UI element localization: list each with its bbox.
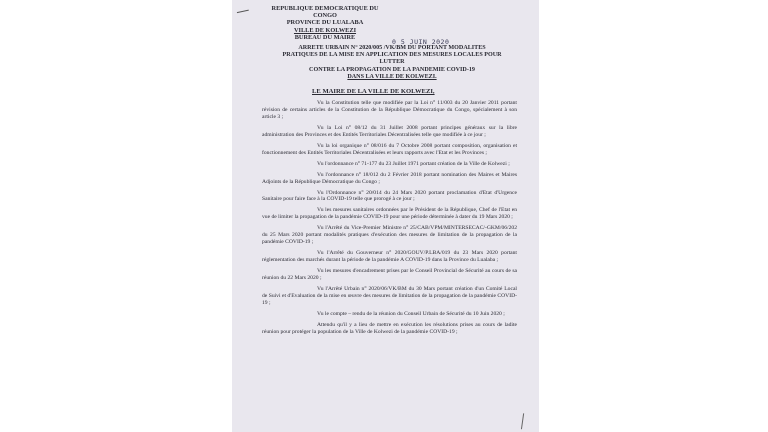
decree-body xyxy=(262,100,517,340)
paragraph: Vu les mesures d'encadrement prises par le Conseil Provincial de Sécurité au cours de sa réunion du 22 Mars 2020 ; xyxy=(262,268,517,281)
date-stamp: 0 5 JUIN 2020 xyxy=(392,38,450,46)
paragraph: Attendu qu'il y a lieu de mettre en exécution les résolutions prises au cours de ladite réunion pour protéger la population de la Ville de Kolwezi de la pandémie COVID-19 ; xyxy=(262,321,517,335)
paragraph: Vu l'ordonnance n° 18/012 du 2 Février 2018 portant nomination des Maires et Maires Adjoints de la République Démocratique du Congo ; xyxy=(262,171,517,185)
letterhead-province: PROVINCE DU LUALABA xyxy=(286,19,364,27)
paragraph: Vu le compte – rendu de la réunion du Conseil Urbain de Sécurité du 10 Juin 2020 ; xyxy=(317,310,505,317)
issuing-authority: LE MAIRE DE LA VILLE DE KOLWEZI, xyxy=(312,88,435,95)
document-page xyxy=(232,0,539,432)
title-line-2: PRATIQUES DE LA MISE EN APPLICATION DES MESURES LOCALES POUR LUTTER xyxy=(282,52,502,66)
title-line-3: CONTRE LA PROPAGATION DE LA PANDEMIE COVID-19 xyxy=(309,66,475,73)
paragraph: Vu la Constitution telle que modifiée par la Loi n° 11/003 du 20 Janvier 2011 portant révision de certains articles de la Constitution de la République Démocratique du Congo, spécialement à son article 3 ; xyxy=(262,100,517,120)
letterhead-city: VILLE DE KOLWEZI xyxy=(293,26,357,34)
pen-mark xyxy=(235,2,249,13)
paragraph: Vu l'Arrêté du Vice-Premier Ministre n° 25/CAB/VPM/MINTERSECAC/-GKM/06/202 du 25 Mars 2020 portant modalités pratiques d'exécution des mesures de limitation de la propagation de la pandémie COVID-19 ; xyxy=(262,225,517,246)
letterhead-office: BUREAU DU MAIRE xyxy=(294,33,356,41)
paragraph: Vu l'Arrêté Urbain n° 2020/06/VK/BM du 30 Mars portant création d'un Comité Local de Suivi et d'Evaluation de la mise en œuvre des mesures de limitation de la propagation de la pandémie COVID-19 ; xyxy=(262,285,517,306)
letterhead xyxy=(260,5,390,41)
paragraph: Vu la loi organique n° 08/016 du 7 Octobre 2008 portant composition, organisation et fonctionnement des Entités Territoriales Décentralisées et leurs rapports avec l'Etat et les Provinces ; xyxy=(262,142,517,156)
paragraph: Vu l'Ordonnance n° 20/014 du 24 Mars 2020 portant proclamation d'Etat d'Urgence Sanitaire pour faire face à la COVID-19 telle que prorogé à ce jour ; xyxy=(262,189,517,203)
paragraph: Vu l'ordonnance n° 71-177 du 23 Juillet 1971 portant création de la Ville de Kolwezi ; xyxy=(317,160,510,167)
paragraph: Vu les mesures sanitaires ordonnées par le Président de la République, Chef de l'Etat en vue de limiter la propagation de la pandémie COVID-19 pour une période déterminée à dater du 19 Mars 2020 ; xyxy=(262,207,517,221)
paragraph: Vu la Loi n° 08/12 du 31 Juillet 2008 portant principes généraux sur la libre administration des Provinces et des Entités Territoriales Décentralisées telle que modifiée à ce jour ; xyxy=(262,124,517,138)
paragraph: Vu l'Arrêté du Gouverneur n° 2020/GOUV/P.LBA/019 du 23 Mars 2020 portant réglementation des marchés durant la période de la pandémie A COVID-19 dans la Province du Lualaba ; xyxy=(262,250,517,264)
letterhead-country: REPUBLIQUE DEMOCRATIQUE DU CONGO xyxy=(271,5,379,20)
margin-mark xyxy=(521,413,534,430)
title-line-1: ARRETE URBAIN N° 2020/005 /VK/BM DU PORTANT MODALITES xyxy=(298,45,486,51)
title-line-4: DANS LA VILLE DE KOLWEZI. xyxy=(347,73,437,80)
decree-title xyxy=(272,45,512,81)
